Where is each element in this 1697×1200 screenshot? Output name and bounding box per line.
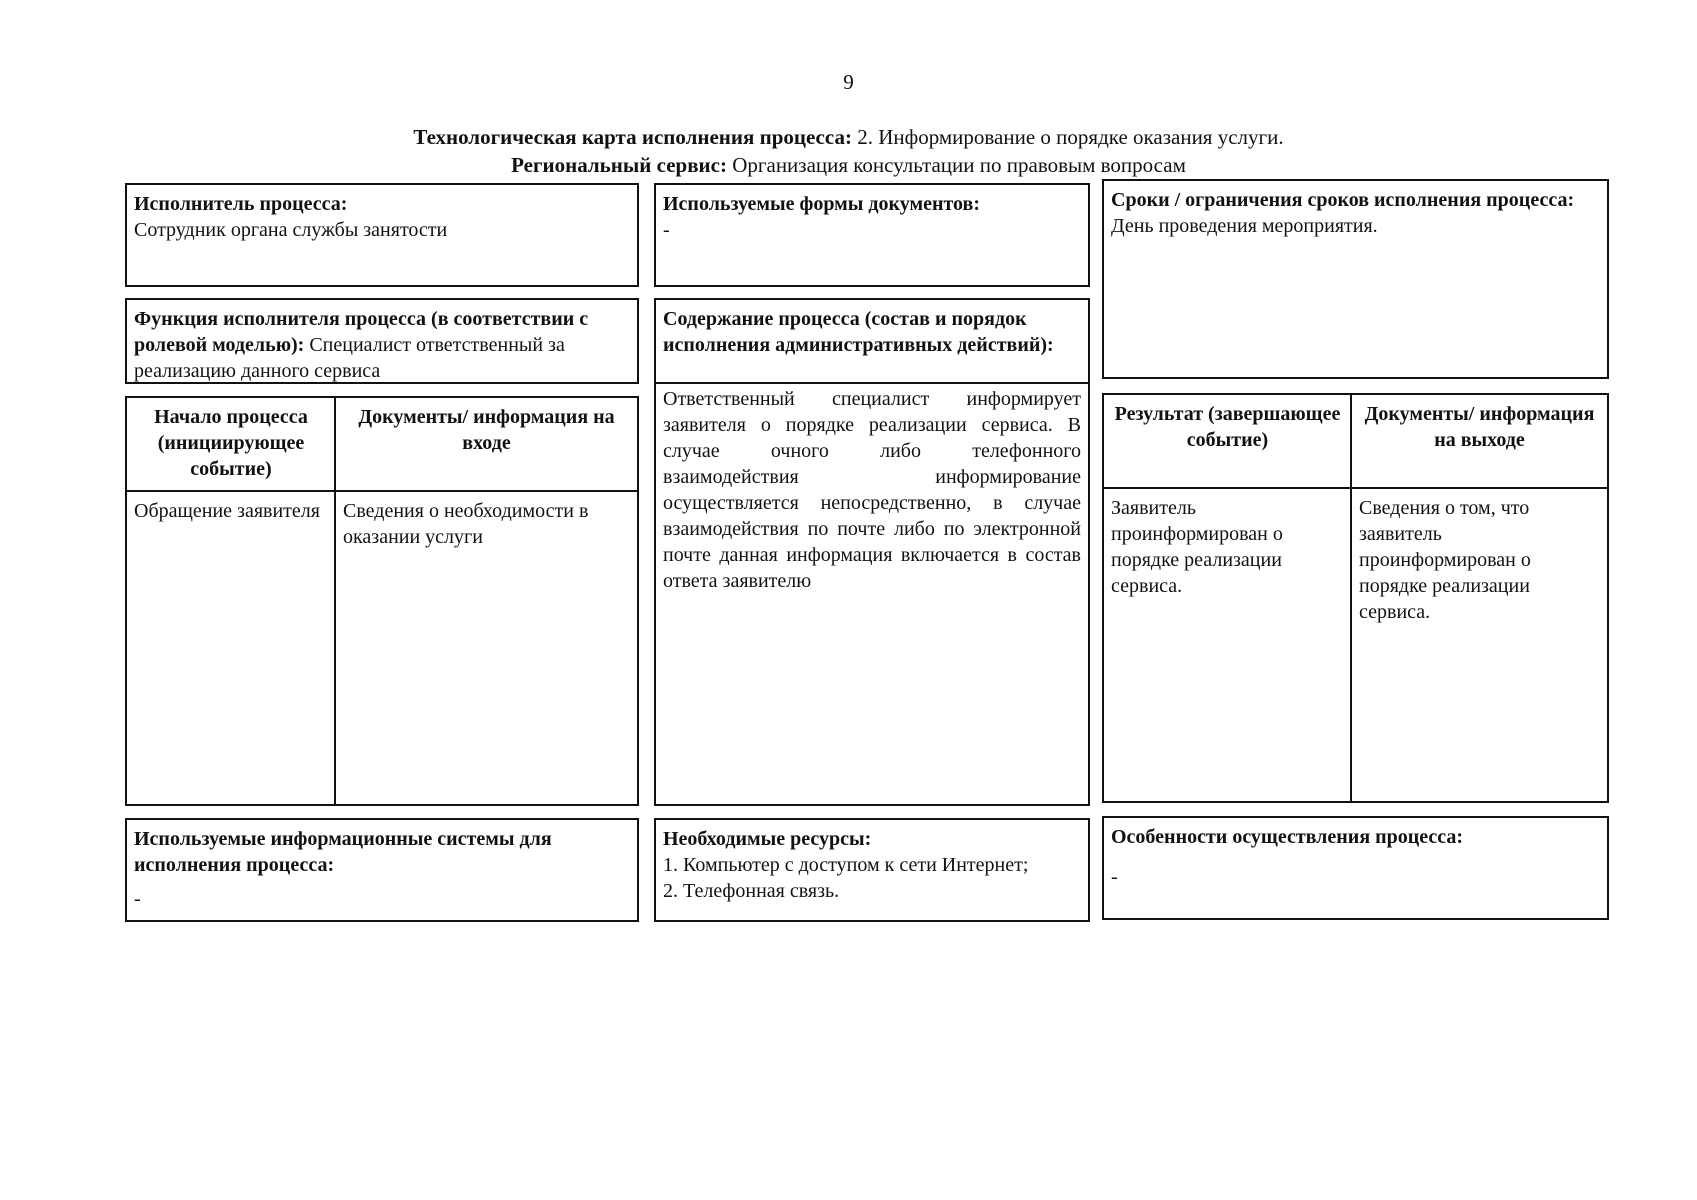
- resources-item-2: 2. Телефонная связь.: [663, 880, 840, 902]
- process-map-title-value: 2. Информирование о порядке оказания услуги.: [857, 125, 1284, 149]
- process-map-title: [0, 124, 1697, 151]
- info-systems-box: [125, 818, 639, 922]
- features-value: -: [1111, 866, 1118, 888]
- content-value: Ответственный специалист информирует заявителя о порядке реализации сервиса. В случае очного либо телефонного взаимодействия информирование осуществляется непосредственно, в случае взаимодействия по почте либо по электронной почте данная информация включается в состав ответа заявителю: [663, 388, 1081, 592]
- result-col1-header: Результат (завершающее событие): [1114, 403, 1341, 451]
- resources-item-1: 1. Компьютер с доступом к сети Интернет;: [663, 854, 1029, 876]
- page-number: 9: [843, 70, 854, 94]
- result-table: [1102, 393, 1609, 803]
- result-col2-header: Документы/ информация на выходе: [1364, 403, 1595, 451]
- info-systems-value: -: [134, 888, 141, 910]
- result-col1-value: Заявитель проинформирован о порядке реализации сервиса.: [1111, 497, 1283, 597]
- start-col2-header: Документы/ информация на входе: [358, 406, 615, 454]
- function-label: Функция исполнителя процесса (в соответствии с ролевой моделью):: [134, 308, 589, 356]
- regional-service-title: [0, 152, 1697, 179]
- function-box: [125, 298, 639, 384]
- content-box: [654, 298, 1090, 806]
- regional-service-label: Региональный сервис:: [511, 153, 727, 177]
- forms-value: -: [663, 219, 670, 241]
- resources-box: [654, 818, 1090, 922]
- deadlines-box: [1102, 179, 1609, 379]
- info-systems-label: Используемые информационные системы для исполнения процесса:: [134, 828, 552, 876]
- features-label: Особенности осуществления процесса:: [1111, 826, 1464, 848]
- start-table: [125, 396, 639, 806]
- forms-box: [654, 183, 1090, 287]
- features-box: [1102, 816, 1609, 920]
- resources-label: Необходимые ресурсы:: [663, 828, 872, 850]
- deadlines-label: Сроки / ограничения сроков исполнения процесса:: [1111, 189, 1575, 211]
- start-col1-header: Начало процесса (инициирующее событие): [154, 406, 308, 480]
- deadlines-value: День проведения мероприятия.: [1111, 215, 1378, 237]
- start-col2-value: Сведения о необходимости в оказании услуги: [343, 500, 589, 548]
- process-map-title-label: Технологическая карта исполнения процесса:: [413, 125, 852, 149]
- content-label: Содержание процесса (состав и порядок исполнения административных действий):: [663, 308, 1054, 356]
- forms-label: Используемые формы документов:: [663, 193, 981, 215]
- result-col2-value: Сведения о том, что заявитель проинформирован о порядке реализации сервиса.: [1359, 497, 1531, 623]
- function-value: Специалист ответственный за реализацию данного сервиса: [134, 334, 565, 382]
- executor-value: Сотрудник органа службы занятости: [134, 219, 448, 241]
- executor-box: [125, 183, 639, 287]
- regional-service-value: Организация консультации по правовым вопросам: [732, 153, 1186, 177]
- start-col1-value: Обращение заявителя: [134, 500, 320, 522]
- executor-label: Исполнитель процесса:: [134, 193, 348, 215]
